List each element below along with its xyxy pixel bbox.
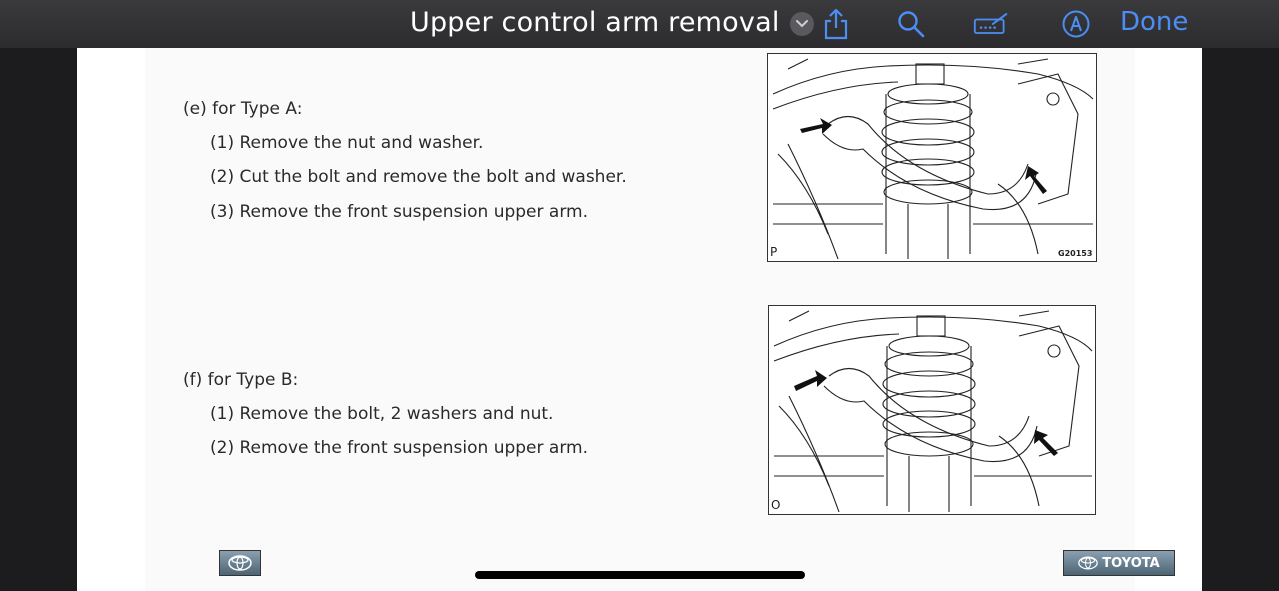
share-icon[interactable] [818, 6, 854, 42]
done-button[interactable]: Done [1120, 7, 1189, 37]
toyota-emblem-icon [228, 555, 252, 571]
document-title[interactable]: Upper control arm removal [410, 7, 780, 38]
page-content [145, 48, 1160, 591]
search-icon[interactable] [893, 6, 929, 42]
title-group[interactable] [410, 7, 814, 38]
figure-a-code: G20153 [1058, 249, 1093, 258]
section-e-step-2: (2) Cut the bolt and remove the bolt and washer. [210, 167, 627, 187]
annotate-icon[interactable] [1058, 6, 1094, 42]
figure-type-b [768, 305, 1096, 515]
toyota-logo-left [219, 550, 261, 576]
document-page [77, 48, 1202, 591]
section-f-step-1: (1) Remove the bolt, 2 washers and nut. [210, 404, 554, 424]
toyota-logo-right [1063, 550, 1175, 576]
toyota-brand-text: TOYOTA [1102, 555, 1160, 571]
markup-icon[interactable] [973, 6, 1009, 42]
home-indicator[interactable] [475, 571, 805, 579]
suspension-diagram-b [769, 306, 1095, 514]
toyota-emblem-icon [1078, 556, 1098, 570]
section-e-step-1: (1) Remove the nut and washer. [210, 133, 484, 153]
chevron-down-icon[interactable] [790, 12, 814, 36]
suspension-diagram-a [768, 54, 1096, 261]
right-margin [1202, 48, 1279, 591]
left-margin [0, 48, 77, 591]
figure-b-corner-label: O [771, 498, 781, 512]
section-f-step-2: (2) Remove the front suspension upper arm. [210, 438, 588, 458]
section-e-heading: (e) for Type A: [183, 99, 303, 119]
top-toolbar [0, 0, 1279, 48]
section-f-heading: (f) for Type B: [183, 370, 299, 390]
figure-type-a [767, 53, 1097, 262]
section-e-step-3: (3) Remove the front suspension upper arm. [210, 202, 588, 222]
figure-a-corner-label: P [770, 245, 778, 259]
